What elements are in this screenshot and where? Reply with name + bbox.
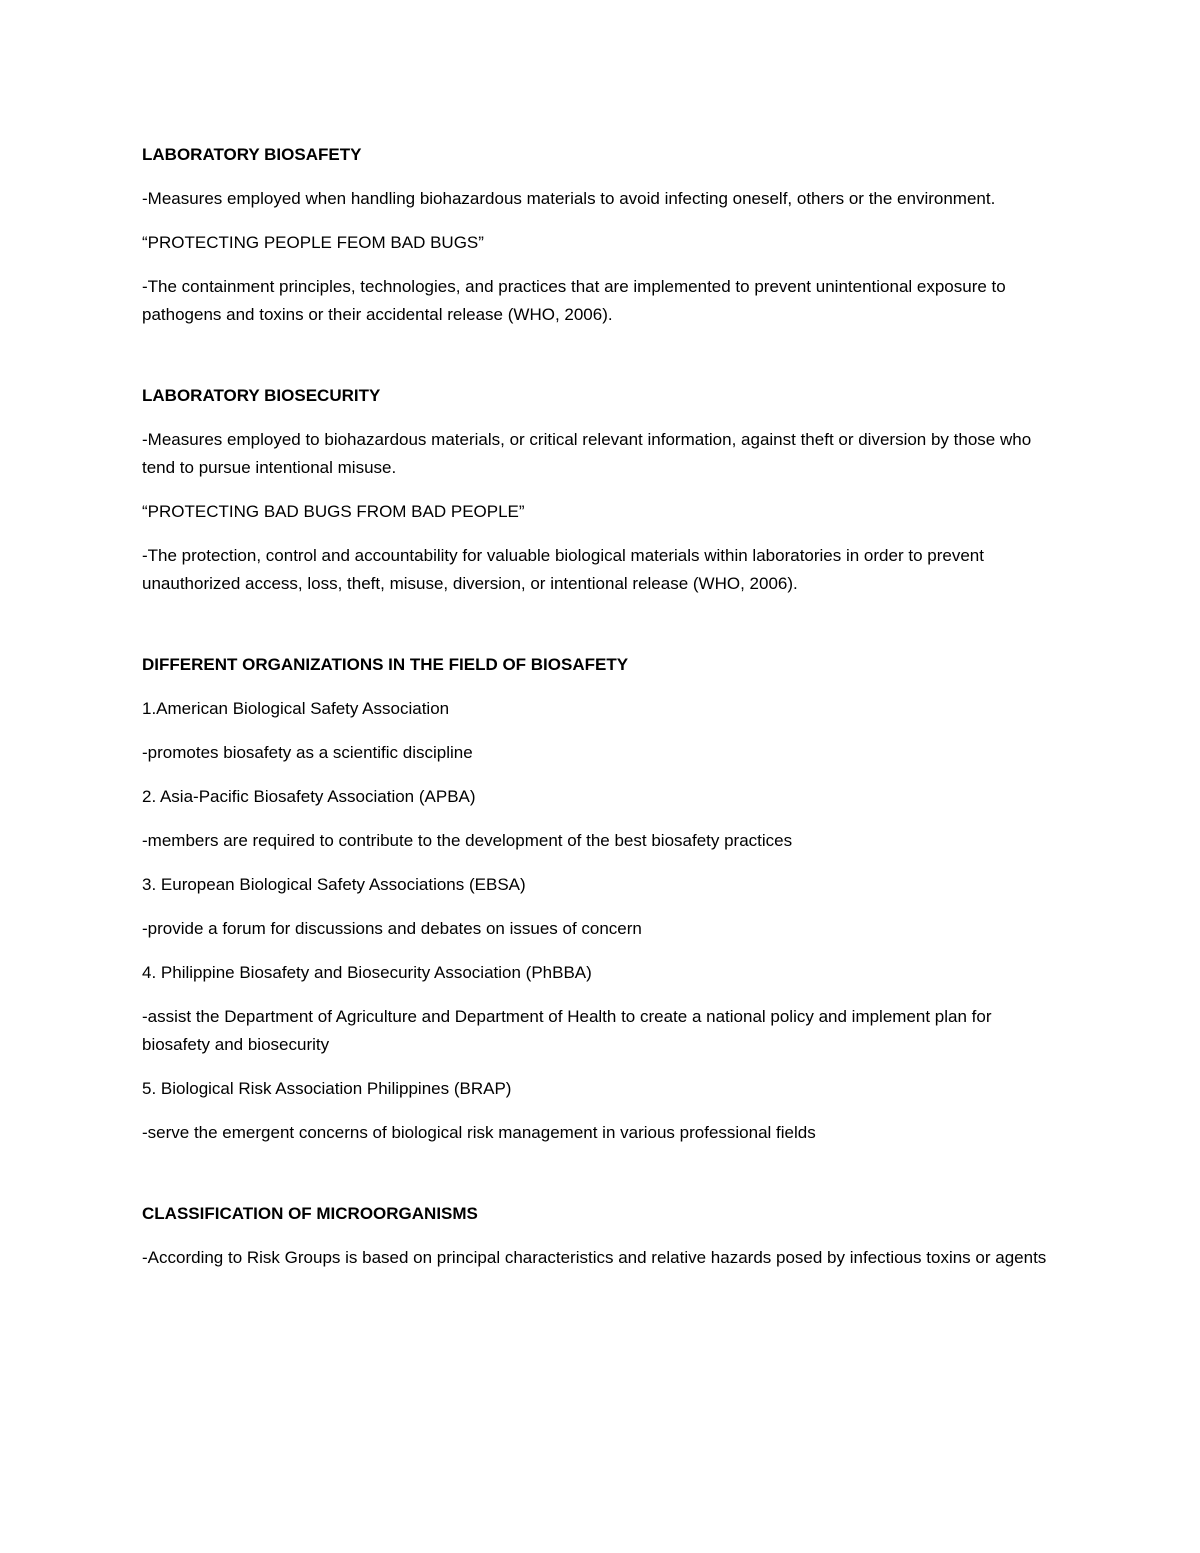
org-name: 2. Asia-Pacific Biosafety Association (APBA): [142, 787, 476, 806]
org-name: 5. Biological Risk Association Philippines (BRAP): [142, 1079, 512, 1098]
section-heading: DIFFERENT ORGANIZATIONS IN THE FIELD OF BIOSAFETY: [142, 655, 629, 674]
org-name: 1.American Biological Safety Association: [142, 699, 450, 718]
paragraph: “PROTECTING BAD BUGS FROM BAD PEOPLE”: [142, 502, 525, 521]
org-description: -serve the emergent concerns of biological risk management in various professional fields: [142, 1123, 816, 1142]
org-name: 4. Philippine Biosafety and Biosecurity Association (PhBBA): [142, 963, 592, 982]
paragraph: -According to Risk Groups is based on principal characteristics and relative hazards posed by infectious toxins or agents: [142, 1248, 1047, 1267]
paragraph: -Measures employed when handling biohazardous materials to avoid infecting oneself, others or the environment.: [142, 189, 996, 208]
document-body: [142, 141, 1062, 1325]
paragraph: -The protection, control and accountability for valuable biological materials within laboratories in order to prevent unauthorized access, loss, theft, misuse, diversion, or intentional release (WHO, 2006).: [142, 546, 984, 593]
section-organizations: [142, 651, 1062, 1147]
paragraph: -The containment principles, technologies, and practices that are implemented to prevent unintentional exposure to pathogens and toxins or their accidental release (WHO, 2006).: [142, 277, 1006, 324]
section-classification: [142, 1200, 1062, 1272]
section-heading: CLASSIFICATION OF MICROORGANISMS: [142, 1204, 478, 1223]
org-description: -promotes biosafety as a scientific discipline: [142, 743, 473, 762]
paragraph: “PROTECTING PEOPLE FEOM BAD BUGS”: [142, 233, 484, 252]
section-heading: LABORATORY BIOSECURITY: [142, 386, 381, 405]
org-description: -members are required to contribute to the development of the best biosafety practices: [142, 831, 793, 850]
section-heading: LABORATORY BIOSAFETY: [142, 145, 362, 164]
paragraph: -Measures employed to biohazardous materials, or critical relevant information, against theft or diversion by those who tend to pursue intentional misuse.: [142, 430, 1032, 477]
org-description: -assist the Department of Agriculture and Department of Health to create a national policy and implement plan for biosafety and biosecurity: [142, 1007, 992, 1054]
section-laboratory-biosafety: [142, 141, 1062, 329]
org-name: 3. European Biological Safety Associations (EBSA): [142, 875, 526, 894]
org-description: -provide a forum for discussions and debates on issues of concern: [142, 919, 642, 938]
section-laboratory-biosecurity: [142, 382, 1062, 598]
